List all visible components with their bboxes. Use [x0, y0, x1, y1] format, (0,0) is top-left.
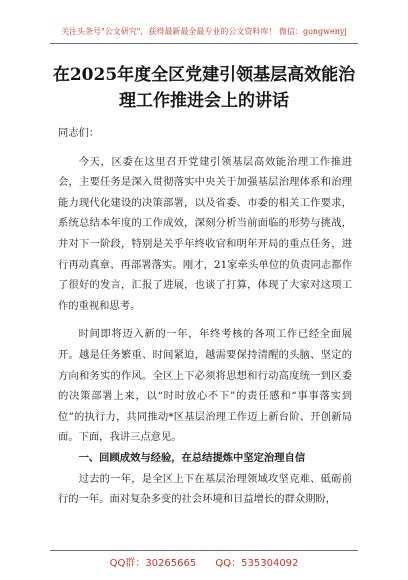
section-heading: 一、回顾成效与经验，在总结提炼中坚定治理自信: [78, 451, 306, 464]
title-line-2: 理工作推进会上的讲话: [119, 91, 289, 111]
footer-qq-group: QQ群：30265665: [109, 558, 197, 569]
header-divider: [50, 43, 358, 44]
body-paragraph-1: 今天，区委在这里召开党建引领基层高效能治理工作推进会，主要任务是深入贯彻落实中央关于加强基层治理体系和治理能力现代化建设的决策部署，以及省委、市委的相关工作要求，系统总结本年度的工作成效，深刻分析当前面临的形势与挑战，并对下一阶段，特别是关乎年终收官和明年开局的重点任务，进行再动真章、再部署落实。刚才，21家牵头单位的负责同志都作了很好的发言，汇报了进展，也谈了打算，体现了大家对这项工作的重视和思考。: [58, 155, 352, 312]
footer-divider: [50, 550, 358, 551]
document-title: [52, 62, 356, 114]
footer: [0, 554, 408, 569]
header-banner: 关注头条号"公文研究"，获得最新最全最专业的公文资料库！ 微信：gongwenyj: [61, 27, 347, 36]
document-body: [58, 123, 352, 510]
title-line-1: 在2025年度全区党建引领基层高效能治: [52, 65, 356, 85]
salutation: 同志们：: [58, 127, 100, 139]
body-paragraph-2: 时间即将迈入新的一年，年终考核的各项工作已经全面展开。越是任务繁重、时间紧迫，越需要保持清醒的头脑、坚定的方向和务实的作风。全区上下必须将思想和行动高度统一到区委的决策部署上来，以“时时放心不下”的责任感和“事事落实到位”的执行力，共同推动*区基层治理工作迈上新台阶、开创新局面。下面，我讲三点意见。: [58, 328, 352, 444]
section-paragraph: 过去的一年，是全区上下在基层治理领域攻坚克难、砥砺前行的一年。面对复杂多变的社会环境和日益增长的群众期盼，: [58, 472, 352, 506]
footer-qq-contact: QQ：535304092: [215, 558, 299, 569]
